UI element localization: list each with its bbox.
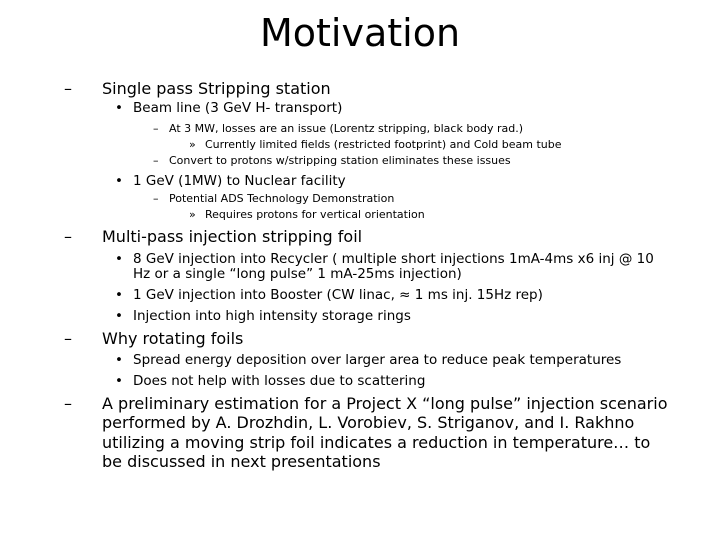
- list-item: Spread energy deposition over larger area to reduce peak temperatures: [133, 352, 622, 368]
- list-item: Potential ADS Technology Demonstration: [169, 192, 395, 205]
- list-item: Multi-pass injection stripping foil: [102, 227, 363, 246]
- dash-marker: –: [64, 329, 72, 348]
- list-item: Beam line (3 GeV H- transport): [133, 100, 343, 116]
- bullet-marker: •: [115, 352, 123, 368]
- list-item: 1 GeV (1MW) to Nuclear facility: [133, 173, 346, 189]
- list-item: Injection into high intensity storage rings: [133, 308, 411, 324]
- list-item-line: be discussed in next presentations: [102, 452, 381, 471]
- bullet-marker: •: [115, 373, 123, 389]
- list-item-line: performed by A. Drozhdin, L. Vorobiev, S. Striganov, and I. Rakhno: [102, 413, 635, 432]
- dash-marker: –: [64, 394, 72, 413]
- slide-title: Motivation: [259, 11, 461, 55]
- list-item: At 3 MW, losses are an issue (Lorentz stripping, black body rad.): [169, 122, 524, 135]
- arrow-marker: »: [189, 138, 196, 151]
- list-item: Requires protons for vertical orientation: [205, 208, 425, 221]
- bullet-marker: •: [115, 308, 123, 324]
- bullet-marker: •: [115, 287, 123, 303]
- dash-marker: –: [153, 192, 159, 205]
- arrow-marker: »: [189, 208, 196, 221]
- list-item: Does not help with losses due to scattering: [133, 373, 426, 389]
- list-item-line: utilizing a moving strip foil indicates a reduction in temperature… to: [102, 433, 651, 452]
- list-item: Convert to protons w/stripping station eliminates these issues: [169, 154, 511, 167]
- bullet-marker: •: [115, 251, 123, 267]
- list-item-line: Hz or a single “long pulse” 1 mA-25ms injection): [133, 266, 462, 282]
- list-item: 1 GeV injection into Booster (CW linac, ≈ 1 ms inj. 15Hz rep): [133, 287, 543, 303]
- dash-marker: –: [153, 122, 159, 135]
- bullet-marker: •: [115, 173, 123, 189]
- list-item: Why rotating foils: [102, 329, 244, 348]
- list-item: Single pass Stripping station: [102, 79, 331, 98]
- dash-marker: –: [64, 227, 72, 246]
- bullet-marker: •: [115, 100, 123, 116]
- dash-marker: –: [64, 79, 72, 98]
- dash-marker: –: [153, 154, 159, 167]
- list-item: Currently limited fields (restricted footprint) and Cold beam tube: [205, 138, 562, 151]
- list-item-line: A preliminary estimation for a Project X “long pulse” injection scenario: [102, 394, 668, 413]
- list-item-line: 8 GeV injection into Recycler ( multiple short injections 1mA-4ms x6 inj @ 10: [133, 251, 654, 267]
